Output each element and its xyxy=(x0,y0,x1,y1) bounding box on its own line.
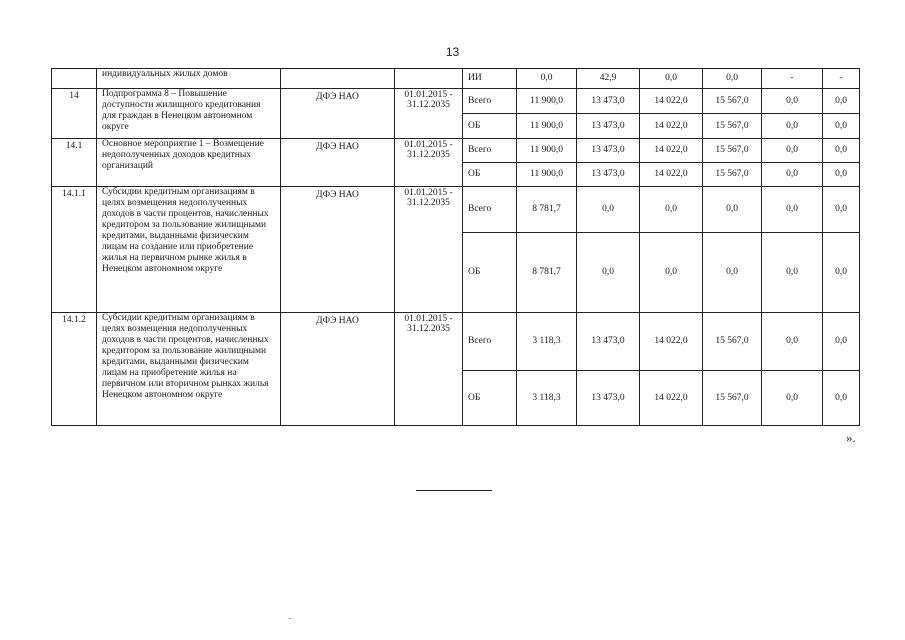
table-row xyxy=(52,69,860,89)
row-number: 14 xyxy=(52,89,97,139)
value-cell: 13 473,0 xyxy=(577,163,640,187)
value-cell: - xyxy=(762,69,823,89)
funding-source: ОБ xyxy=(463,163,517,187)
value-cell: - xyxy=(823,69,860,89)
value-cell: 15 567,0 xyxy=(703,114,762,139)
value-cell: 0,0 xyxy=(762,233,823,313)
value-cell: 13 473,0 xyxy=(577,371,640,426)
row-name: Основное мероприятие 1 – Возмещение недополученных доходов кредитных организаций xyxy=(97,139,281,187)
row-period: 01.01.2015 - 31.12.2035 xyxy=(395,313,463,426)
value-cell: 8 781,7 xyxy=(517,233,577,313)
value-cell: 0,0 xyxy=(823,114,860,139)
row-period: 01.01.2015 - 31.12.2035 xyxy=(395,89,463,139)
value-cell: 14 022,0 xyxy=(640,139,703,163)
row-period: 01.01.2015 - 31.12.2035 xyxy=(395,139,463,187)
value-cell: 13 473,0 xyxy=(577,89,640,114)
row-executor: ДФЭ НАО xyxy=(281,139,395,187)
value-cell: 0,0 xyxy=(823,89,860,114)
value-cell: 13 473,0 xyxy=(577,313,640,371)
value-cell: 11 900,0 xyxy=(517,163,577,187)
funding-source: ОБ xyxy=(463,114,517,139)
value-cell: 11 900,0 xyxy=(517,89,577,114)
value-cell: 3 118,3 xyxy=(517,371,577,426)
value-cell: 3 118,3 xyxy=(517,313,577,371)
row-name: Подпрограмма 8 – Повышение доступности жилищного кредитования для граждан в Ненецком автономном округе xyxy=(97,89,281,139)
value-cell: 0,0 xyxy=(823,233,860,313)
value-cell: 0,0 xyxy=(823,187,860,233)
row-name: индивидуальных жилых домов xyxy=(97,69,281,89)
funding-source: Всего xyxy=(463,139,517,163)
value-cell: 0,0 xyxy=(517,69,577,89)
row-period xyxy=(395,69,463,89)
table-row xyxy=(52,89,860,114)
value-cell: 0,0 xyxy=(762,163,823,187)
funding-source: Всего xyxy=(463,89,517,114)
value-cell: 15 567,0 xyxy=(703,371,762,426)
row-number: 14.1.2 xyxy=(52,313,97,426)
value-cell: 15 567,0 xyxy=(703,89,762,114)
value-cell: 0,0 xyxy=(762,313,823,371)
funding-source: ОБ xyxy=(463,371,517,426)
value-cell: 0,0 xyxy=(762,371,823,426)
value-cell: 14 022,0 xyxy=(640,163,703,187)
value-cell: 0,0 xyxy=(762,139,823,163)
row-name: Субсидии кредитным организациям в целях возмещения недополученных доходов в части процентов, начисленных кредитором за пользование жилищными кредитами, выданными физическим лицам на приобретение жилья на первичном или вторичном рынках жилья Ненецком автономном округе xyxy=(97,313,281,426)
row-period: 01.01.2015 - 31.12.2035 xyxy=(395,187,463,313)
value-cell: 42,9 xyxy=(577,69,640,89)
value-cell: 14 022,0 xyxy=(640,371,703,426)
value-cell: 13 473,0 xyxy=(577,139,640,163)
row-executor: ДФЭ НАО xyxy=(281,187,395,313)
row-executor: ДФЭ НАО xyxy=(281,89,395,139)
value-cell: 13 473,0 xyxy=(577,114,640,139)
value-cell: 0,0 xyxy=(640,187,703,233)
value-cell: 0,0 xyxy=(703,69,762,89)
table-row xyxy=(52,139,860,163)
value-cell: 11 900,0 xyxy=(517,139,577,163)
value-cell: 0,0 xyxy=(762,187,823,233)
value-cell: 15 567,0 xyxy=(703,139,762,163)
budget-table xyxy=(51,68,860,426)
row-executor: ДФЭ НАО xyxy=(281,313,395,426)
table-row xyxy=(52,313,860,371)
footnote-divider xyxy=(416,490,492,491)
scan-artifact xyxy=(289,618,291,619)
value-cell: 0,0 xyxy=(762,114,823,139)
row-number: 14.1.1 xyxy=(52,187,97,313)
row-executor xyxy=(281,69,395,89)
value-cell: 0,0 xyxy=(640,233,703,313)
value-cell: 0,0 xyxy=(577,233,640,313)
funding-source: Всего xyxy=(463,187,517,233)
funding-source: Всего xyxy=(463,313,517,371)
value-cell: 15 567,0 xyxy=(703,163,762,187)
funding-source: ОБ xyxy=(463,233,517,313)
value-cell: 0,0 xyxy=(640,69,703,89)
value-cell: 15 567,0 xyxy=(703,313,762,371)
row-name: Субсидии кредитным организациям в целях возмещения недополученных доходов в части процентов, начисленных кредитором за пользование жилищными кредитами, выданными физическим лицам на создание или приобретение жилья на первичном рынке жилья в Ненецком автономном округе xyxy=(97,187,281,313)
value-cell: 0,0 xyxy=(823,163,860,187)
closing-quote: ». xyxy=(846,430,856,445)
value-cell: 0,0 xyxy=(823,139,860,163)
value-cell: 0,0 xyxy=(577,187,640,233)
value-cell: 0,0 xyxy=(703,233,762,313)
value-cell: 0,0 xyxy=(703,187,762,233)
value-cell: 8 781,7 xyxy=(517,187,577,233)
value-cell: 14 022,0 xyxy=(640,114,703,139)
page-number: 13 xyxy=(445,45,460,59)
row-number: 14.1 xyxy=(52,139,97,187)
value-cell: 0,0 xyxy=(823,313,860,371)
value-cell: 14 022,0 xyxy=(640,89,703,114)
value-cell: 14 022,0 xyxy=(640,313,703,371)
value-cell: 0,0 xyxy=(823,371,860,426)
table-row xyxy=(52,187,860,233)
funding-source: ИИ xyxy=(463,69,517,89)
value-cell: 0,0 xyxy=(762,89,823,114)
row-number xyxy=(52,69,97,89)
value-cell: 11 900,0 xyxy=(517,114,577,139)
